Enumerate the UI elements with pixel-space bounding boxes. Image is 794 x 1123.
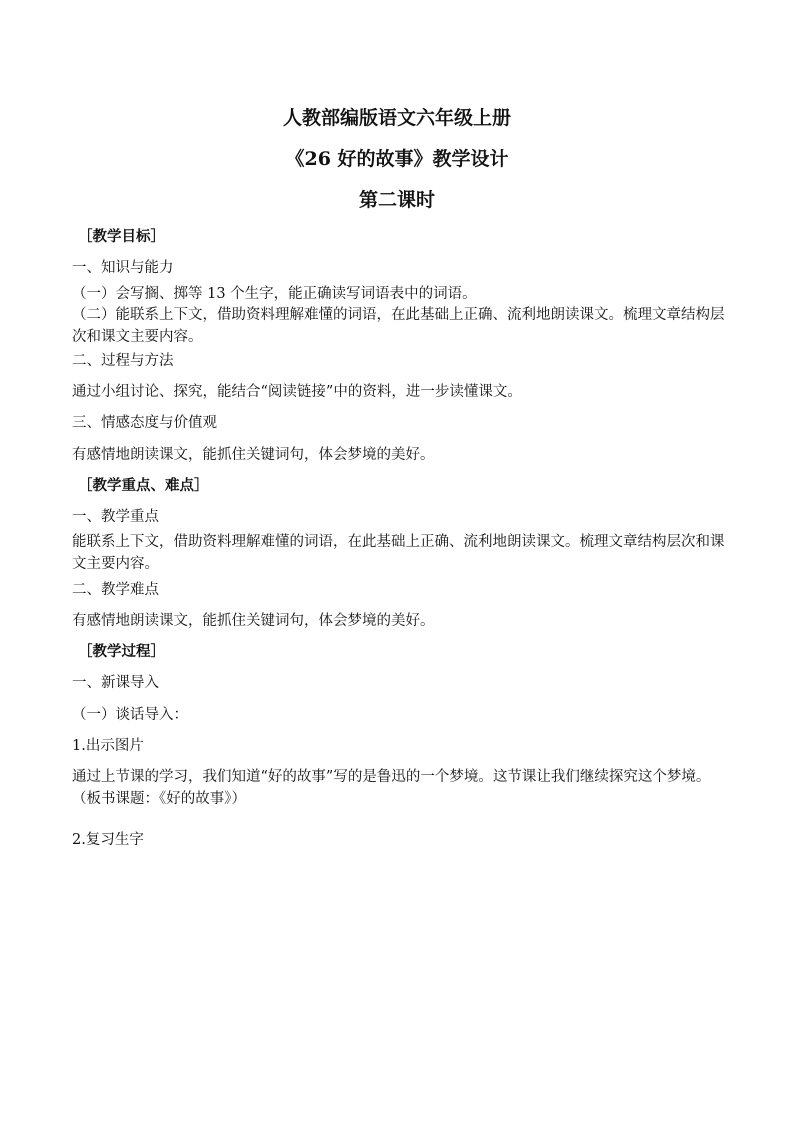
process-item1: 1.出示图片 [72, 738, 144, 754]
goals-part1-item2: （二）能联系上下文，借助资料理解难懂的词语，在此基础上正确、流利地朗读课文。梳理文章结构层次和课文主要内容。 [72, 307, 725, 345]
document-subtitle: 《26 好的故事》教学设计 [285, 148, 509, 170]
goals-part3-title: 三、情感态度与价值观 [72, 415, 217, 431]
focus-key-text: 能联系上下文，借助资料理解难懂的词语，在此基础上正确、流利地朗读课文。梳理文章结构层次和课文主要内容。 [72, 534, 725, 572]
focus-difficult-title: 二、教学难点 [72, 582, 159, 598]
goals-part1-title: 一、知识与能力 [72, 260, 174, 276]
section-heading-goals: ［教学目标］ [78, 228, 165, 245]
section-heading-process: ［教学过程］ [78, 643, 165, 660]
goals-part2-text: 通过小组讨论、探究，能结合“阅读链接”中的资料，进一步读懂课文。 [72, 384, 522, 400]
lesson-label: 第二课时 [358, 189, 435, 211]
process-item2: 2.复习生字 [72, 832, 144, 848]
process-step1-title: 一、新课导入 [72, 675, 159, 691]
goals-part1-item1: （一）会写搁、掷等 13 个生字，能正确读写词语表中的词语。 [72, 286, 477, 302]
focus-difficult-text: 有感情地朗读课文，能抓住关键词句，体会梦境的美好。 [72, 613, 435, 629]
document-title: 人教部编版语文六年级上册 [282, 107, 511, 129]
goals-part3-text: 有感情地朗读课文，能抓住关键词句，体会梦境的美好。 [72, 447, 435, 463]
process-step1-sub: （一）谈话导入： [72, 707, 188, 723]
section-heading-focus: ［教学重点、难点］ [78, 477, 209, 494]
focus-key-title: 一、教学重点 [72, 509, 159, 525]
process-item1-text: 通过上节课的学习，我们知道“好的故事”写的是鲁迅的一个梦境。这节课让我们继续探究这个梦境。（板书课题：《好的故事》） [72, 769, 711, 807]
goals-part2-title: 二、过程与方法 [72, 353, 174, 369]
